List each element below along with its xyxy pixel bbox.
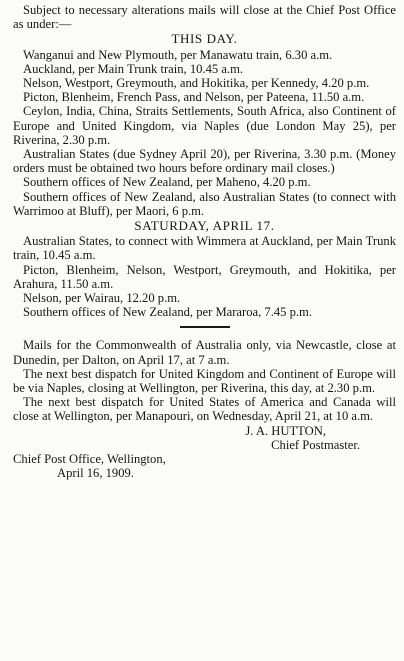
notice-paragraph: The next best dispatch for United Kingdom and Continent of Europe will be via Naples, closing at Wellington, per Riverina, this day, at 2.30 p.m. — [13, 366, 396, 396]
intro-paragraph: Subject to necessary alterations mails will close at the Chief Post Office as under:— — [13, 3, 396, 32]
mail-item: Ceylon, India, China, Straits Settlements, South Africa, also Continent of Europe and United Kingdom, via Naples (due London May 25), per Riverina, 2.30 p.m. — [13, 104, 396, 147]
mail-item: Wanganui and New Plymouth, per Manawatu train, 6.30 a.m. — [23, 47, 333, 62]
notice-paragraph: The next best dispatch for United States of America and Canada will close at Wellington, per Manapouri, on Wednesday, April 21, at 10 a.m. — [13, 395, 396, 424]
signature-title: Chief Postmaster. — [271, 437, 360, 452]
section-divider — [180, 326, 230, 328]
mail-item: Australian States, to connect with Wimmera at Auckland, per Main Trunk train, 10.45 a.m. — [13, 234, 396, 263]
notice-paragraph: Mails for the Commonwealth of Australia only, via Newcastle, close at Dunedin, per Dalton, on April 17, at 7 a.m. — [13, 338, 396, 367]
mail-item: Picton, Blenheim, French Pass, and Nelson, per Pateena, 11.50 a.m. — [23, 90, 365, 105]
mail-item: Australian States (due Sydney April 20), per Riverina, 3.30 p.m. (Money orders must be obtained two hours before ordinary mail closes.) — [13, 147, 396, 176]
mail-item: Nelson, Westport, Greymouth, and Hokitika, per Kennedy, 4.20 p.m. — [23, 76, 370, 91]
mail-item: Southern offices of New Zealand, per Mararoa, 7.45 p.m. — [23, 305, 312, 320]
section-heading-this-day: THIS DAY. — [171, 31, 238, 47]
mail-item: Southern offices of New Zealand, also Australian States (to connect with Warrimoo at Bluff), per Maori, 6 p.m. — [13, 189, 396, 218]
mail-item: Nelson, per Wairau, 12.20 p.m. — [23, 291, 181, 306]
notice-date: April 16, 1909. — [57, 466, 134, 481]
mail-item: Picton, Blenheim, Nelson, Westport, Greymouth, and Hokitika, per Arahura, 11.50 a.m. — [13, 262, 396, 291]
section-heading-saturday: SATURDAY, APRIL 17. — [134, 218, 275, 234]
mail-item: Southern offices of New Zealand, per Maheno, 4.20 p.m. — [23, 175, 311, 190]
signature-name: J. A. HUTTON, — [245, 423, 326, 438]
office-address: Chief Post Office, Wellington, — [13, 452, 166, 467]
mail-item: Auckland, per Main Trunk train, 10.45 a.m. — [23, 61, 244, 76]
